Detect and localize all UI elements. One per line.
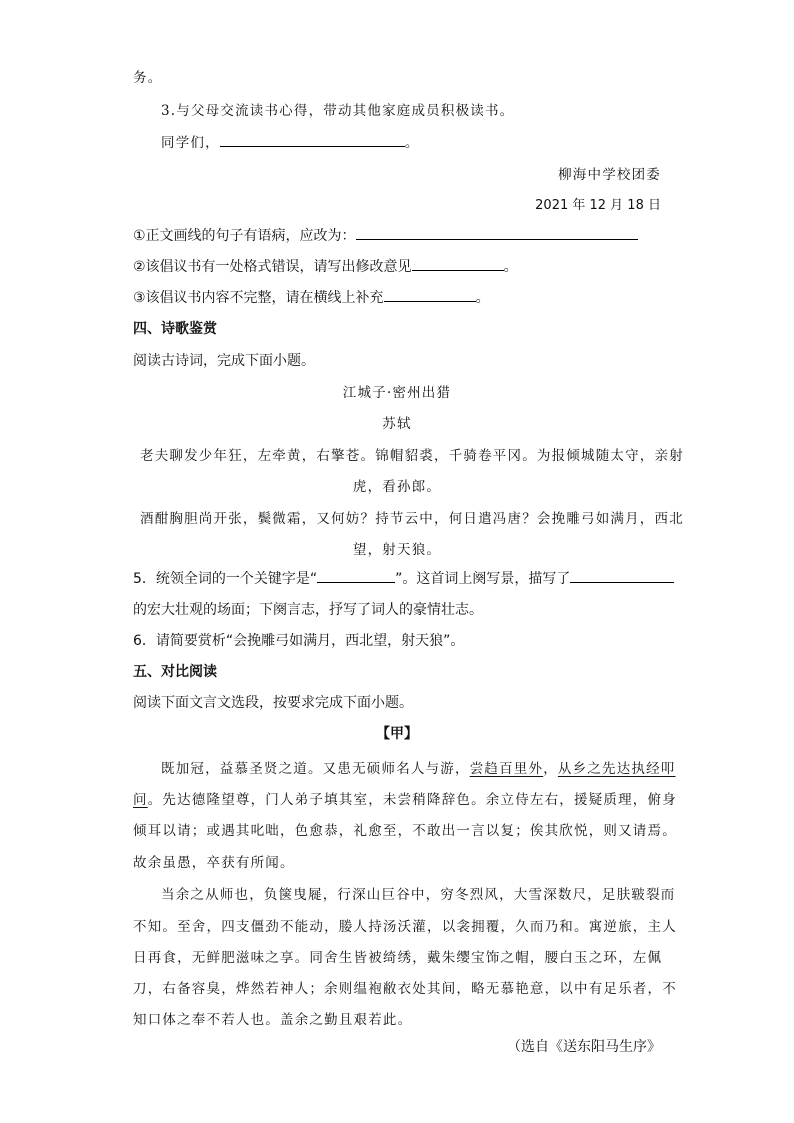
question-2-blank[interactable] [412, 256, 504, 271]
question-5-blank-2[interactable] [570, 568, 674, 583]
underlined-phrase: 问 [133, 792, 148, 808]
letter-signature: 柳海中学校团委 [558, 167, 661, 183]
letter-item-3: 3.与父母交流读书心得，带动其他家庭成员积极读书。 [161, 103, 515, 119]
passage-label: 【甲】 [376, 726, 418, 742]
closing-blank[interactable] [220, 132, 405, 147]
section-5-instruction: 阅读下面文言文选段，按要求完成下面小题。 [133, 695, 413, 711]
passage-line: 倾耳以请；或遇其叱咄，色愈恭，礼愈至，不敢出一言以复；俟其欣悦，则又请焉。 [133, 823, 677, 839]
question-3-text: ③该倡议书内容不完整，请在横线上补充 [133, 290, 384, 306]
passage-text: 既加冠，益慕圣贤之道。又患无硕师名人与游， [161, 761, 470, 777]
poem-line: 老夫聊发少年狂，左牵黄，右擎苍。锦帽貂裘，千骑卷平冈。为报倾城随太守，亲射 [140, 448, 684, 464]
question-1 [133, 225, 638, 245]
passage-line: 故余虽愚，卒获有所闻。 [133, 855, 295, 871]
question-5-continued: 的宏大壮观的场面；下阕言志，抒写了词人的豪情壮志。 [133, 602, 483, 618]
section-5-heading: 五、对比阅读 [133, 664, 217, 680]
question-5-text-b: ”。这首词上阕写景，描写了 [395, 571, 571, 587]
letter-date: 2021 年 12 月 18 日 [535, 198, 661, 213]
letter-closing [161, 131, 420, 151]
passage-line: 当余之从师也，负箧曳屣，行深山巨谷中，穷冬烈风，大雪深数尺，足肤皲裂而 [161, 887, 676, 903]
question-6: 6．请简要赏析“会挽雕弓如满月，西北望，射天狼”。 [133, 633, 465, 649]
question-2 [133, 256, 518, 276]
question-5-text-a: 5．统领全词的一个关键字是“ [133, 571, 318, 587]
question-3-blank[interactable] [384, 287, 476, 302]
underlined-phrase: 尝趋百里外 [469, 761, 544, 777]
passage-source: （选自《送东阳马生序》 [507, 1039, 661, 1055]
poem-title: 江城子·密州出猎 [342, 385, 452, 401]
section-4-instruction: 阅读古诗词，完成下面小题。 [133, 353, 315, 369]
underlined-phrase: 从乡之先达执经叩 [557, 761, 676, 777]
closing-suffix: 。 [404, 135, 420, 151]
passage-line: 日再食，无鲜肥滋味之享。同舍生皆被绮绣，戴朱缨宝饰之帽，腰白玉之环，左佩 [133, 950, 663, 966]
question-5-blank-1[interactable] [317, 568, 395, 583]
poem-author: 苏轼 [382, 416, 412, 432]
poem-line: 酒酣胸胆尚开张，鬓微霜，又何妨？持节云中，何日遣冯唐？会挽雕弓如满月，西北 [140, 511, 684, 527]
passage-line [133, 788, 677, 808]
closing-prefix: 同学们， [161, 135, 220, 151]
passage-text: 。先达德隆望尊，门人弟子填其室，未尝稍降辞色。余立侍左右，援疑质理，俯身 [147, 792, 677, 808]
passage-line: 知口体之奉不若人也。盖余之勤且艰若此。 [133, 1012, 413, 1028]
passage-text: ， [543, 761, 558, 777]
section-4-heading: 四、诗歌鉴赏 [133, 321, 217, 337]
question-1-blank[interactable] [356, 225, 638, 240]
poem-line: 虎，看孙郎。 [352, 479, 442, 495]
passage-line: 刀，右备容臭，烨然若神人；余则缊袍敝衣处其间，略无慕艳意，以中有足乐者，不 [133, 981, 677, 997]
question-2-suffix: 。 [503, 259, 518, 275]
question-3 [133, 287, 490, 307]
question-2-text: ②该倡议书有一处格式错误，请写出修改意见 [133, 259, 412, 275]
passage-line: 不知。至舍，四支僵劲不能动，媵人持汤沃灌，以衾拥覆，久而乃和。寓逆旅，主人 [133, 919, 677, 935]
passage-line [161, 757, 676, 777]
question-5 [133, 568, 674, 588]
poem-line: 望，射天狼。 [352, 542, 442, 558]
letter-continued-text: 务。 [133, 70, 163, 86]
question-1-text: ①正文画线的句子有语病，应改为： [133, 228, 356, 244]
question-3-suffix: 。 [475, 290, 490, 306]
